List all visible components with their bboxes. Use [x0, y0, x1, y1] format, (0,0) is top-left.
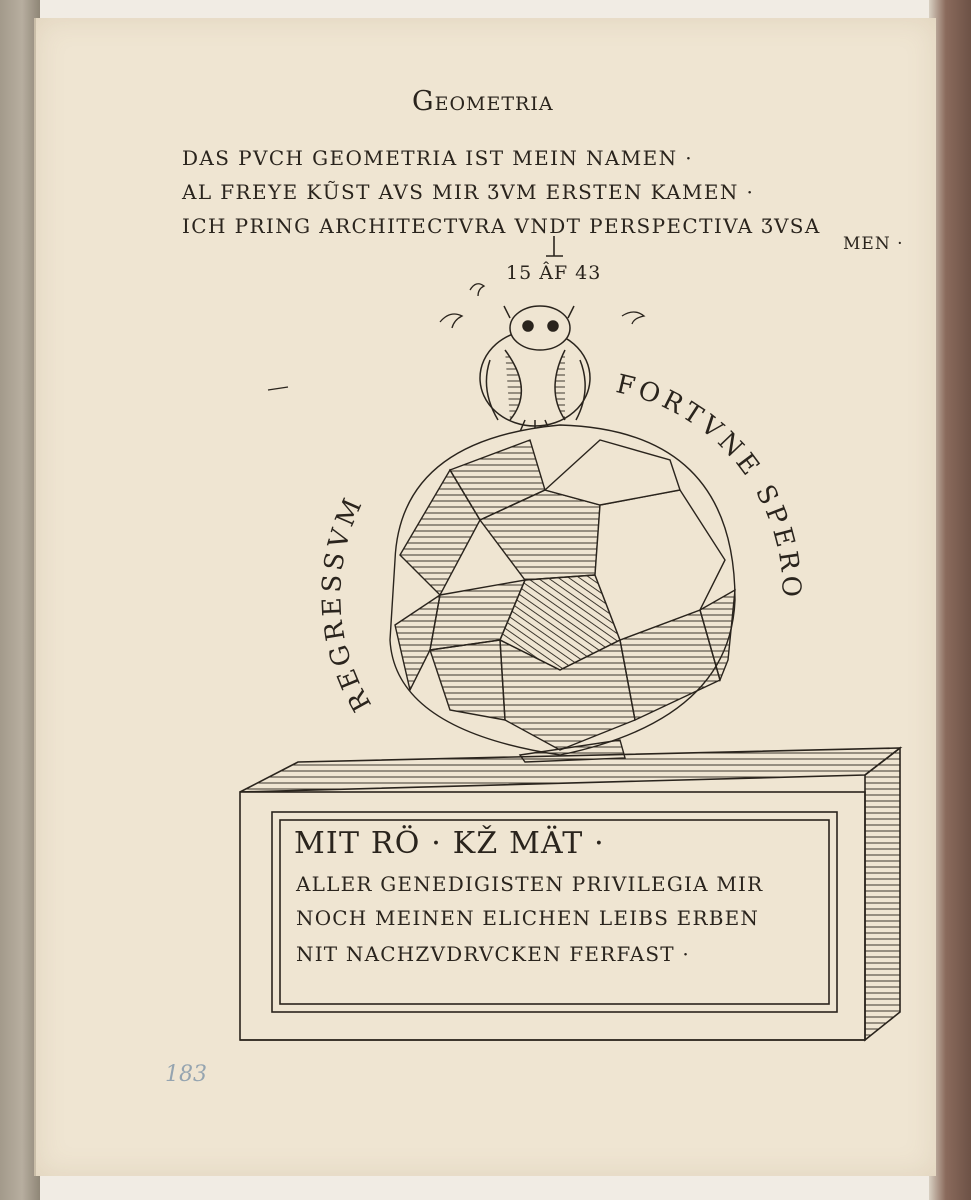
ring-inscription-right: FORTVNE SPERO: [613, 369, 806, 602]
tablet-line-3: NOCH MEINEN ELICHEN LEIBS ERBEN: [296, 906, 760, 930]
owl-figure: [480, 306, 590, 434]
verse-line-end: MEN ·: [843, 234, 904, 254]
tablet-line-1: MIT RÖ · KŽ MÄT ·: [294, 826, 605, 861]
page-title: Geometria: [412, 86, 554, 117]
pencil-page-number: 183: [165, 1062, 207, 1087]
tablet-line-2: ALLER GENEDIGISTEN PRIVILEGIA MIR: [296, 872, 764, 896]
polyhedron-sphere: [390, 425, 735, 762]
ring-inscription-left: REGRESSVM: [317, 490, 378, 717]
verse-line-3: ICH PRING ARCHITECTVRA VNDT PERSPECTIVA ƷVSA: [182, 214, 821, 238]
verse-line-1: DAS PVCH GEOMETRIA IST MEIN NAMEN ·: [182, 146, 694, 170]
monogram-mark: [546, 236, 563, 256]
tablet-line-4: NIT NACHZVDRVCKEN FERFAST ·: [296, 942, 690, 966]
date-monogram: 15 ÂF 43: [506, 262, 602, 284]
verse-line-2: AL FREYE KŨST AVS MIR ƷVM ERSTEN KAMEN ·: [182, 180, 755, 204]
